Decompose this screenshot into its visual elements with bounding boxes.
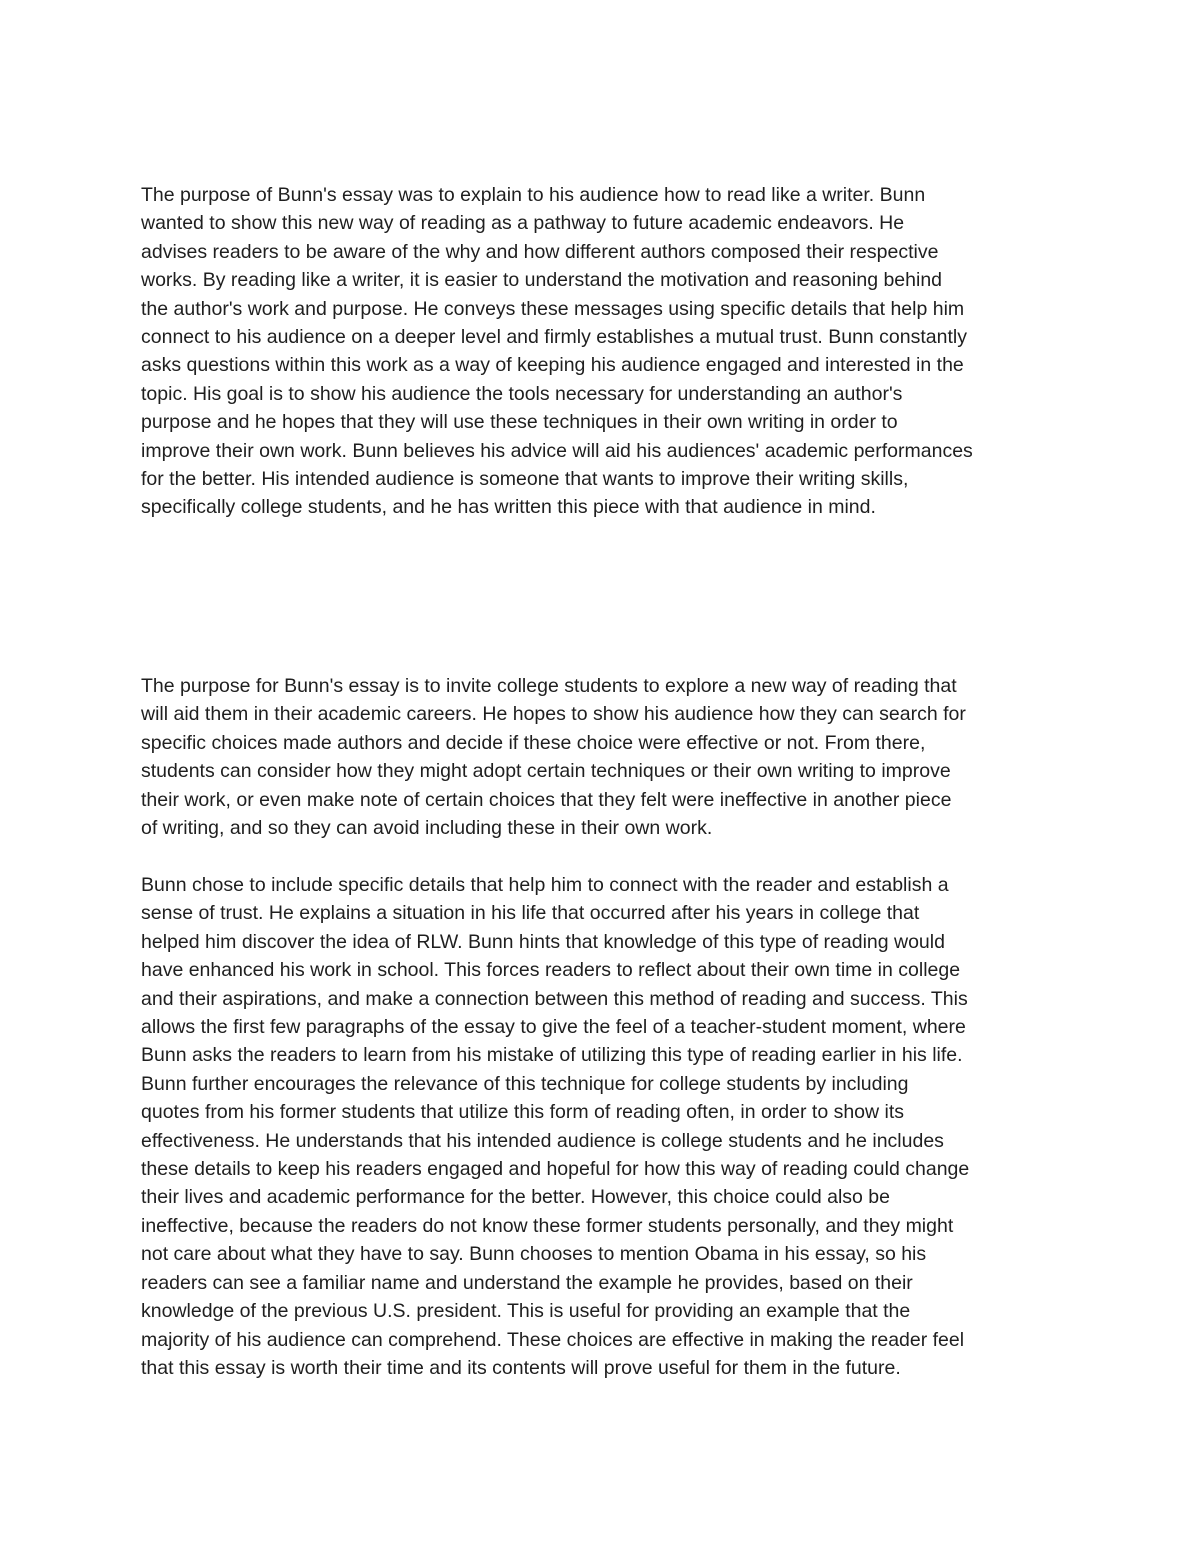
text-line: for the better. His intended audience is someone that wants to improve their writing skills, bbox=[141, 468, 909, 491]
text-line: specific choices made authors and decide if these choice were effective or not. From there, bbox=[141, 731, 926, 754]
text-line: asks questions within this work as a way of keeping his audience engaged and interested in the bbox=[141, 354, 964, 377]
text-line: wanted to show this new way of reading as a pathway to future academic endeavors. He bbox=[141, 212, 905, 235]
text-line: the author's work and purpose. He conveys these messages using specific details that help him bbox=[141, 297, 965, 320]
text-line: of writing, and so they can avoid including these in their own work. bbox=[141, 817, 713, 840]
text-line: knowledge of the previous U.S. president. This is useful for providing an example that the bbox=[141, 1300, 911, 1323]
text-line: specifically college students, and he has written this piece with that audience in mind. bbox=[141, 496, 876, 519]
text-line: will aid them in their academic careers. He hopes to show his audience how they can search for bbox=[141, 703, 966, 726]
text-line: helped him discover the idea of RLW. Bunn hints that knowledge of this type of reading would bbox=[141, 930, 945, 953]
text-line: improve their own work. Bunn believes his advice will aid his audiences' academic performances bbox=[141, 439, 973, 462]
text-line: advises readers to be aware of the why and how different authors composed their respective bbox=[141, 240, 939, 263]
text-line: majority of his audience can comprehend. These choices are effective in making the reader feel bbox=[141, 1328, 965, 1351]
text-line: have enhanced his work in school. This forces readers to reflect about their own time in college bbox=[141, 959, 961, 982]
text-line: their work, or even make note of certain choices that they felt were ineffective in another piece bbox=[141, 788, 952, 811]
text-line: these details to keep his readers engaged and hopeful for how this way of reading could change bbox=[141, 1158, 970, 1181]
text-line: topic. His goal is to show his audience the tools necessary for understanding an author's bbox=[141, 382, 903, 405]
text-line: quotes from his former students that utilize this form of reading often, in order to show its bbox=[141, 1101, 905, 1124]
text-line: and their aspirations, and make a connection between this method of reading and success. This bbox=[141, 987, 968, 1010]
text-line: not care about what they have to say. Bunn chooses to mention Obama in his essay, so his bbox=[141, 1243, 927, 1266]
text-line: effectiveness. He understands that his intended audience is college students and he includes bbox=[141, 1129, 944, 1152]
text-line: students can consider how they might adopt certain techniques or their own writing to improve bbox=[141, 760, 951, 783]
paragraph-purpose-summary bbox=[141, 181, 1066, 522]
paragraph-specific-details bbox=[141, 871, 1066, 1382]
text-line: The purpose of Bunn's essay was to explain to his audience how to read like a writer. Bunn bbox=[141, 184, 926, 206]
text-line: purpose and he hopes that they will use these techniques in their own writing in order to bbox=[141, 411, 898, 434]
text-line: allows the first few paragraphs of the essay to give the feel of a teacher-student moment, where bbox=[141, 1016, 966, 1039]
text-line: their lives and academic performance for the better. However, this choice could also be bbox=[141, 1186, 890, 1209]
text-line: that this essay is worth their time and its contents will prove useful for them in the future. bbox=[141, 1356, 901, 1379]
text-line: ineffective, because the readers do not know these former students personally, and they might bbox=[141, 1214, 954, 1237]
text-line: The purpose for Bunn's essay is to invite college students to explore a new way of reading that bbox=[141, 675, 957, 697]
text-line: connect to his audience on a deeper level and firmly establishes a mutual trust. Bunn constantly bbox=[141, 326, 967, 349]
text-line: Bunn asks the readers to learn from his mistake of utilizing this type of reading earlier in his life. bbox=[141, 1044, 963, 1067]
text-line: Bunn further encourages the relevance of this technique for college students by including bbox=[141, 1072, 909, 1095]
text-line: readers can see a familiar name and understand the example he provides, based on their bbox=[141, 1271, 913, 1294]
text-line: works. By reading like a writer, it is easier to understand the motivation and reasoning behind bbox=[141, 269, 943, 292]
paragraph-purpose-invite bbox=[141, 672, 1066, 842]
text-line: sense of trust. He explains a situation in his life that occurred after his years in college that bbox=[141, 902, 920, 925]
text-line: Bunn chose to include specific details that help him to connect with the reader and establish a bbox=[141, 874, 949, 896]
